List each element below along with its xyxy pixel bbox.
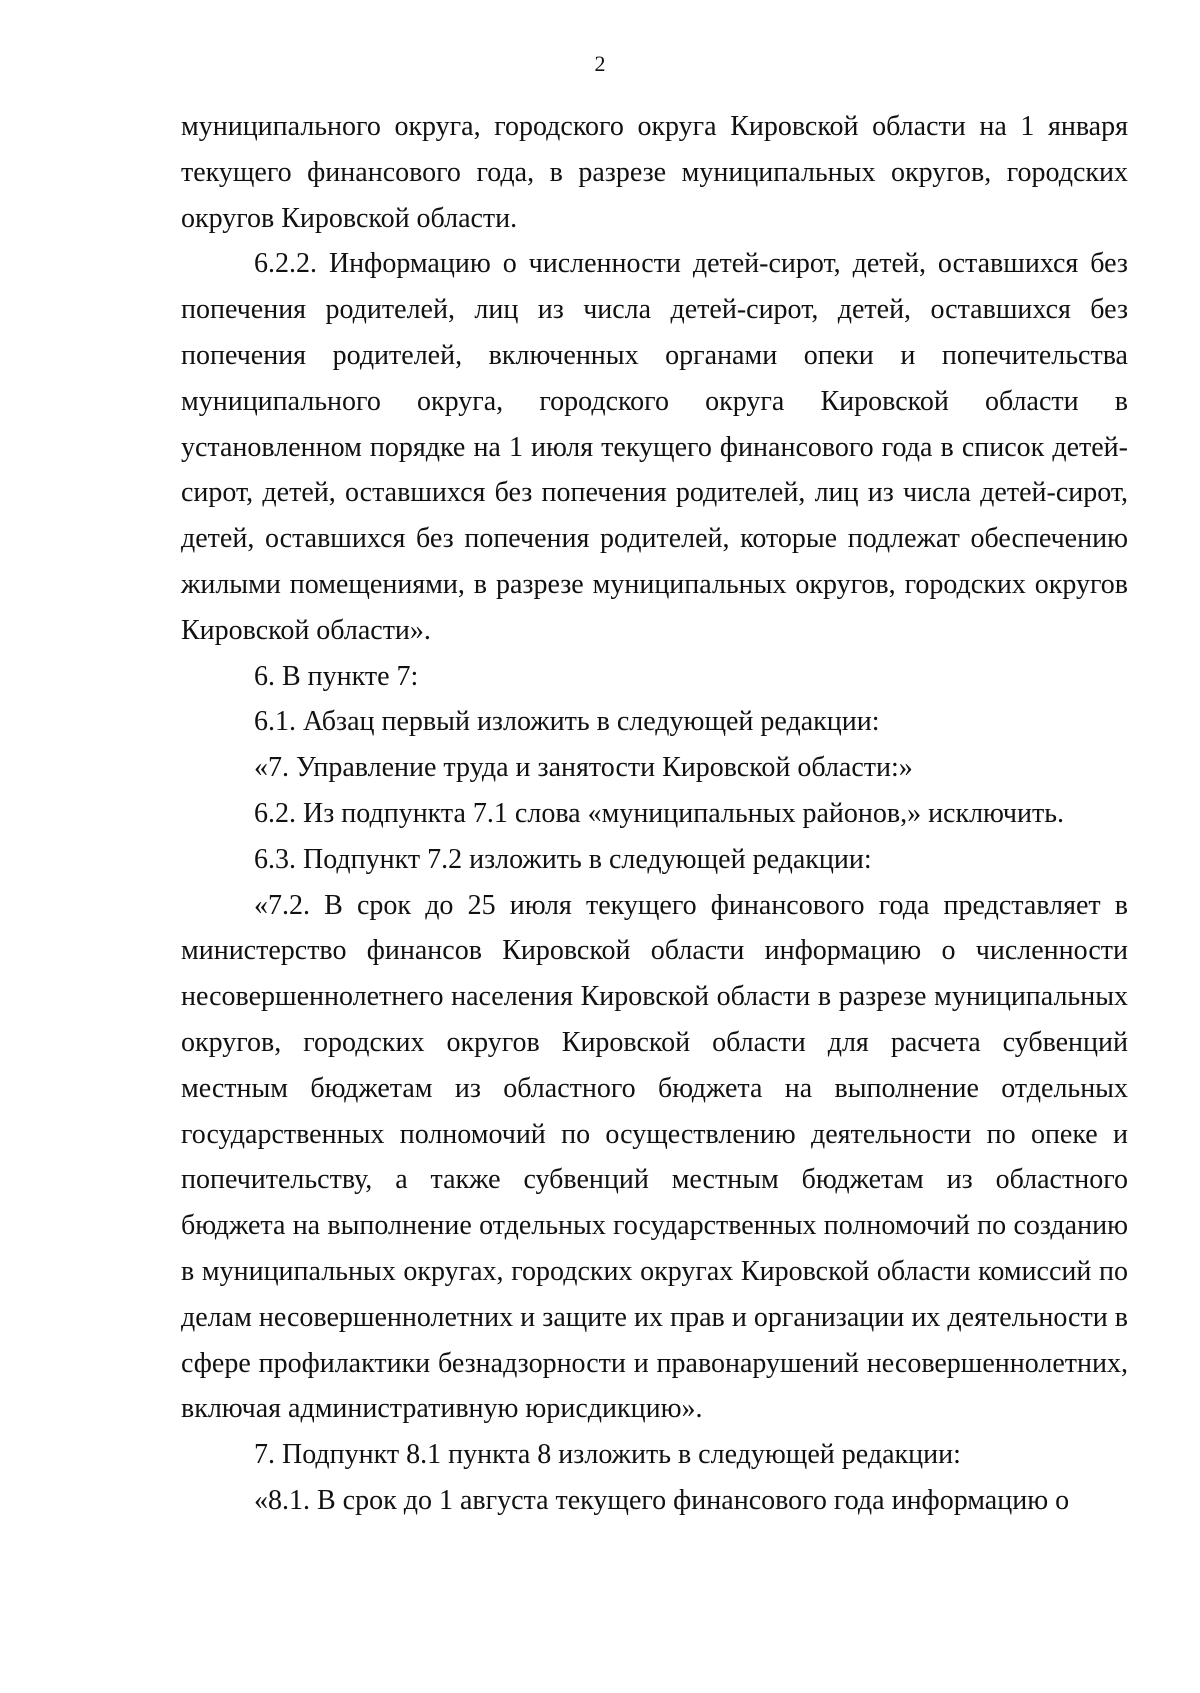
paragraph-continuation: муниципального округа, городского округа Кировской области на 1 января текущего финансового года, в разрезе муниципальных округов, городских округов Кировской области. <box>181 111 1128 234</box>
paragraph-6-2-2: 6.2.2. Информацию о численности детей-сирот, детей, оставшихся без попечения родителей, лиц из числа детей-сирот, детей, оставшихся без попечения родителей, включенных органами опеки и попечительства муниципального округа, городского округа Кировской области в установленном порядке на 1 июля текущего финансового года в список детей-сирот, детей, оставшихся без попечения родителей, лиц из числа детей-сирот, детей, оставшихся без попечения родителей, которые подлежат обеспечению жилыми помещениями, в разрезе муниципальных округов, городских округов Кировской области». <box>181 248 1128 646</box>
paragraph-quote-8-1: «8.1. В срок до 1 августа текущего финансового года информацию о <box>254 1484 1070 1516</box>
paragraph-quote-7: «7. Управление труда и занятости Кировской области:» <box>254 752 913 784</box>
paragraph-6-3: 6.3. Подпункт 7.2 изложить в следующей редакции: <box>254 843 872 875</box>
document-body <box>181 104 1128 1524</box>
page-number: 2 <box>594 51 606 76</box>
paragraph-6: 6. В пункте 7: <box>254 660 419 692</box>
paragraph-6-2: 6.2. Из подпункта 7.1 слова «муниципальных районов,» исключить. <box>254 797 1064 829</box>
paragraph-7: 7. Подпункт 8.1 пункта 8 изложить в следующей редакции: <box>254 1439 961 1471</box>
paragraph-6-1: 6.1. Абзац первый изложить в следующей редакции: <box>254 706 880 738</box>
paragraph-quote-7-2: «7.2. В срок до 25 июля текущего финансового года представляет в министерство финансов Кировской области информацию о численности несовершеннолетнего населения Кировской области в разрезе муниципальных округов, городских округов Кировской области для расчета субвенций местным бюджетам из областного бюджета на выполнение отдельных государственных полномочий по осуществлению деятельности по опеке и попечительству, а также субвенций местным бюджетам из областного бюджета на выполнение отдельных государственных полномочий по созданию в муниципальных округах, городских округах Кировской области комиссий по делам несовершеннолетних и защите их прав и организации их деятельности в сфере профилактики безнадзорности и правонарушений несовершеннолетних, включая административную юрисдикцию». <box>181 889 1128 1425</box>
